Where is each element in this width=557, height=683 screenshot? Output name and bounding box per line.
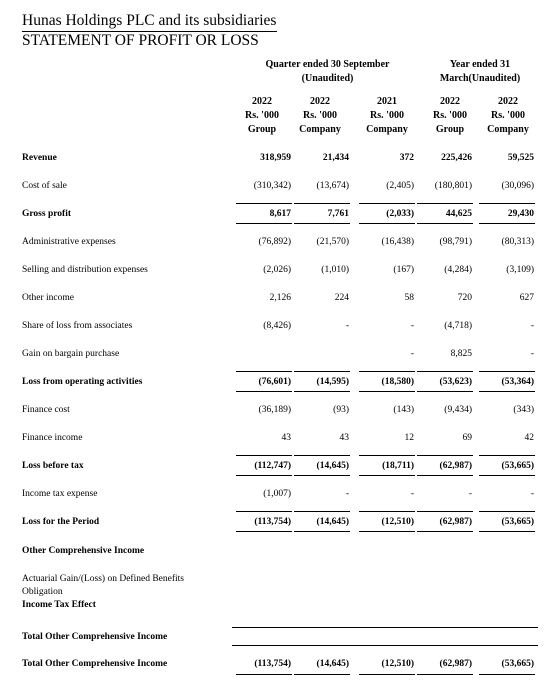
row-label: Income tax expense [22, 489, 98, 499]
row-value: (53,623) [439, 377, 472, 387]
row-value: 59,525 [507, 153, 534, 163]
row-value: (167) [393, 265, 414, 275]
subtotal-rule-top [294, 203, 350, 204]
subtotal-rule-bottom [417, 223, 473, 224]
year-group-line2: March(Unaudited) [439, 73, 521, 84]
row-value: (93) [333, 405, 349, 415]
row-value: 372 [399, 153, 414, 163]
company-title: Hunas Holdings PLC and its subsidiaries [22, 12, 277, 29]
subtotal-rule-top [359, 455, 415, 456]
row-value: (16,438) [381, 237, 414, 247]
subtotal-rule-top [479, 455, 535, 456]
subtotal-rule-top [417, 511, 473, 512]
subtotal-rule-bottom [417, 475, 473, 476]
subtotal-rule-top [479, 511, 535, 512]
row-value: 8,617 [269, 209, 291, 219]
row-value: 8,825 [450, 349, 472, 359]
total-oci-rule-bottom [232, 645, 538, 646]
subtotal-rule-top [294, 371, 350, 372]
row-label: Finance income [22, 433, 83, 443]
row-value: (36,189) [258, 405, 291, 415]
column-header-5: 2022 Rs. '000 Company [487, 96, 529, 135]
column-header-2: 2022 Rs. '000 Company [299, 96, 341, 135]
statement-title: STATEMENT OF PROFIT OR LOSS [22, 32, 259, 49]
row-value: (53,665) [501, 461, 534, 471]
column-header-1: 2022 Rs. '000 Group [245, 96, 279, 135]
row-value: - [345, 321, 349, 331]
subtotal-rule-top [359, 371, 415, 372]
row-value: (9,434) [444, 405, 472, 415]
total-ci-value: (14,645) [316, 659, 349, 669]
row-value: (2,026) [263, 265, 291, 275]
row-label: Cost of sale [22, 181, 67, 191]
row-value: 318,959 [260, 153, 291, 163]
row-value: (14,645) [316, 517, 349, 527]
total-ci-rule-bottom [236, 674, 292, 675]
row-value: 21,434 [322, 153, 349, 163]
subtotal-rule-bottom [417, 531, 473, 532]
subtotal-rule-bottom [359, 391, 415, 392]
subtotal-rule-top [359, 203, 415, 204]
row-value: (18,580) [381, 377, 414, 387]
row-value: - [345, 489, 349, 499]
subtotal-rule-top [294, 455, 350, 456]
oci-heading: Other Comprehensive Income [22, 546, 145, 556]
row-value: (14,645) [316, 461, 349, 471]
total-ci-value: (113,754) [254, 659, 291, 669]
subtotal-rule-top [479, 371, 535, 372]
total-ci-value: (62,987) [439, 659, 472, 669]
subtotal-rule-bottom [236, 391, 292, 392]
row-value: (98,791) [439, 237, 472, 247]
total-ci-rule-bottom [417, 674, 473, 675]
row-label: Other income [22, 293, 74, 303]
total-ci-value: (12,510) [381, 659, 414, 669]
row-value: - [410, 489, 414, 499]
row-value: (30,096) [501, 181, 534, 191]
row-value: 12 [404, 433, 414, 443]
row-value: - [530, 321, 534, 331]
subtotal-rule-bottom [359, 531, 415, 532]
row-value: (21,570) [316, 237, 349, 247]
subtotal-rule-bottom [359, 223, 415, 224]
row-value: (18,711) [382, 461, 414, 471]
row-value: - [530, 349, 534, 359]
year-group-header [420, 58, 540, 86]
subtotal-rule-top [294, 511, 350, 512]
total-ci-rule-bottom [359, 674, 415, 675]
row-value: 42 [524, 433, 534, 443]
row-value: 7,761 [327, 209, 349, 219]
row-label: Loss from operating activities [22, 377, 143, 387]
total-oci-label: Total Other Comprehensive Income [22, 632, 168, 642]
subtotal-rule-bottom [294, 223, 350, 224]
row-label: Selling and distribution expenses [22, 265, 148, 275]
row-label: Loss for the Period [22, 517, 100, 527]
row-label: Administrative expenses [22, 237, 116, 247]
row-value: (80,313) [501, 237, 534, 247]
subtotal-rule-top [236, 371, 292, 372]
column-header-3: 2021 Rs. '000 Company [366, 96, 408, 135]
row-value: (1,010) [321, 265, 349, 275]
row-value: (2,405) [386, 181, 414, 191]
row-value: 225,426 [441, 153, 472, 163]
subtotal-rule-bottom [479, 391, 535, 392]
income-tax-effect-label: Income Tax Effect [22, 600, 96, 610]
row-value: 43 [339, 433, 349, 443]
row-label: Finance cost [22, 405, 70, 415]
row-value: (310,342) [253, 181, 291, 191]
quarter-group-line2: (Unaudited) [301, 73, 354, 84]
row-value: 224 [334, 293, 349, 303]
row-value: (14,595) [316, 377, 349, 387]
row-value: - [410, 321, 414, 331]
subtotal-rule-bottom [294, 475, 350, 476]
row-value: (3,109) [506, 265, 534, 275]
row-value: - [530, 489, 534, 499]
subtotal-rule-top [236, 455, 292, 456]
subtotal-rule-bottom [294, 531, 350, 532]
row-value: 720 [457, 293, 472, 303]
row-value: (53,364) [501, 377, 534, 387]
year-group-line1: Year ended 31 [449, 59, 511, 70]
actuarial-label-line1: Actuarial Gain/(Loss) on Defined Benefits [22, 574, 184, 584]
subtotal-rule-bottom [236, 223, 292, 224]
subtotal-rule-bottom [479, 531, 535, 532]
subtotal-rule-bottom [236, 531, 292, 532]
row-label: Loss before tax [22, 461, 84, 471]
row-label: Revenue [22, 153, 57, 163]
row-value: 2,126 [269, 293, 291, 303]
row-label: Share of loss from associates [22, 321, 133, 331]
row-value: (1,007) [263, 489, 291, 499]
row-value: (2,033) [386, 209, 414, 219]
column-header-4: 2022 Rs. '000 Group [433, 96, 467, 135]
row-value: (13,674) [316, 181, 349, 191]
row-value: (8,426) [263, 321, 291, 331]
row-label: Gross profit [22, 209, 71, 219]
row-value: 69 [462, 433, 472, 443]
row-value: - [410, 349, 414, 359]
total-oci-rule-top [232, 627, 538, 628]
row-value: (4,718) [444, 321, 472, 331]
row-value: (113,754) [254, 517, 291, 527]
row-value: (62,987) [439, 461, 472, 471]
row-value: 29,430 [507, 209, 534, 219]
row-value: (12,510) [381, 517, 414, 527]
total-ci-rule-bottom [294, 674, 350, 675]
row-value: (76,601) [258, 377, 291, 387]
subtotal-rule-bottom [479, 475, 535, 476]
row-value: (343) [513, 405, 534, 415]
subtotal-rule-top [236, 203, 292, 204]
subtotal-rule-bottom [294, 391, 350, 392]
subtotal-rule-top [236, 511, 292, 512]
subtotal-rule-top [417, 371, 473, 372]
row-value: - [468, 489, 472, 499]
total-ci-value: (53,665) [501, 659, 534, 669]
row-value: (143) [393, 405, 414, 415]
quarter-group-line1: Quarter ended 30 September [265, 59, 390, 70]
row-value: (180,801) [434, 181, 472, 191]
row-value: 58 [404, 293, 414, 303]
subtotal-rule-bottom [359, 475, 415, 476]
total-ci-label: Total Other Comprehensive Income [22, 659, 168, 669]
total-ci-rule-bottom [479, 674, 535, 675]
row-value: 43 [281, 433, 291, 443]
subtotal-rule-top [417, 455, 473, 456]
subtotal-rule-bottom [236, 475, 292, 476]
subtotal-rule-top [359, 511, 415, 512]
subtotal-rule-top [417, 203, 473, 204]
row-value: (4,284) [444, 265, 472, 275]
subtotal-rule-top [479, 203, 535, 204]
row-value: 44,625 [445, 209, 472, 219]
subtotal-rule-bottom [417, 391, 473, 392]
row-value: 627 [519, 293, 534, 303]
actuarial-label-line2: Obligation [22, 587, 63, 597]
row-value: (62,987) [439, 517, 472, 527]
row-value: (112,747) [254, 461, 291, 471]
subtotal-rule-bottom [479, 223, 535, 224]
row-label: Gain on bargain purchase [22, 349, 120, 359]
row-value: (53,665) [501, 517, 534, 527]
quarter-group-header [240, 58, 415, 86]
row-value: (76,892) [258, 237, 291, 247]
